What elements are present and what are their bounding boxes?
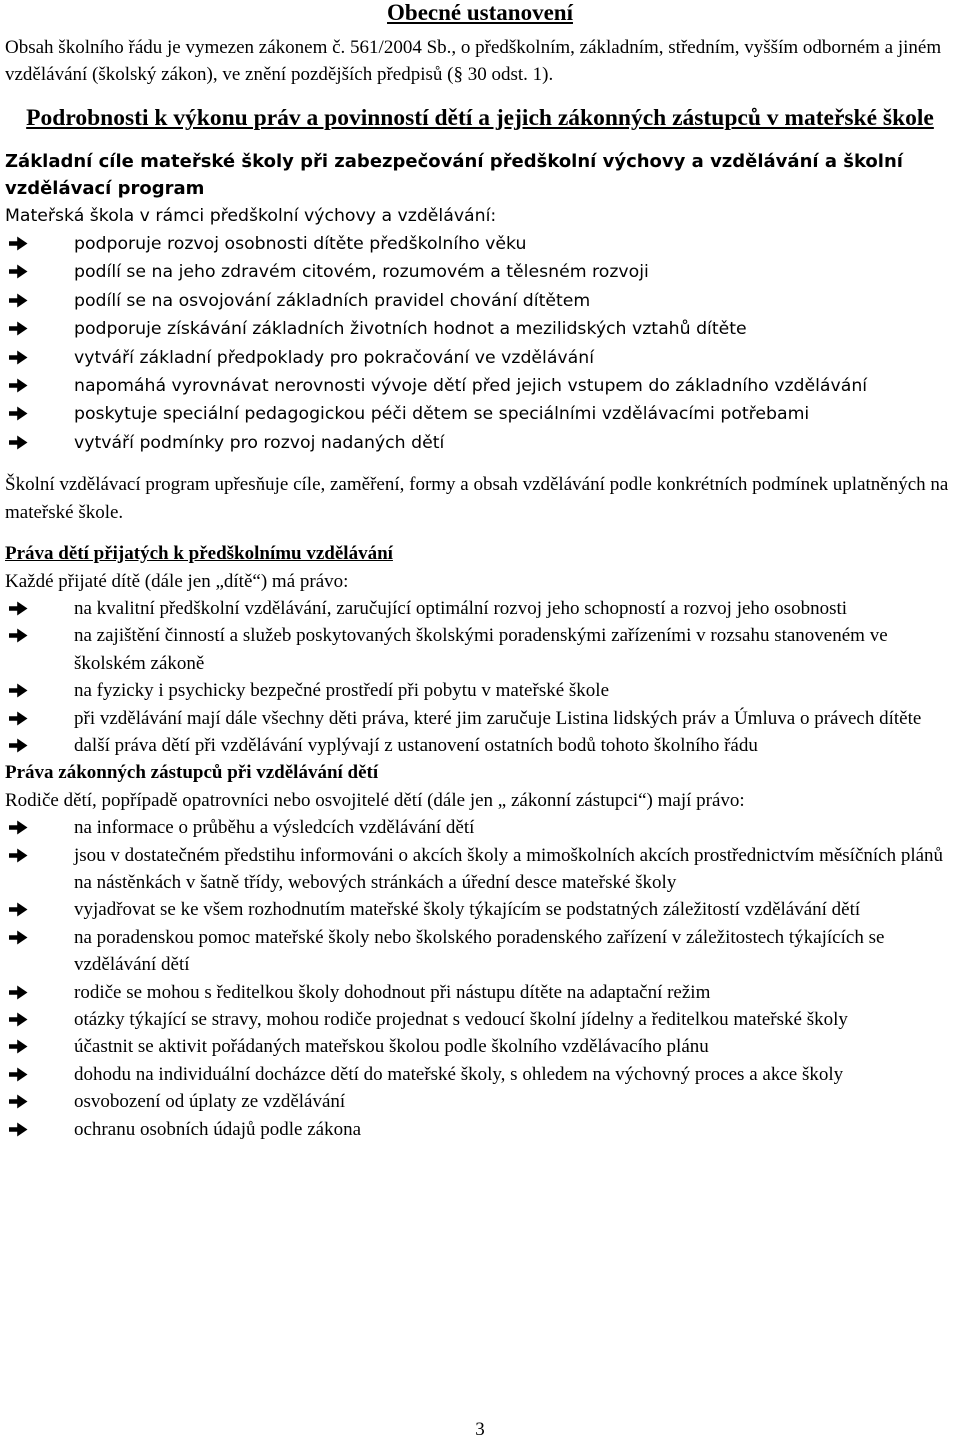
list-item <box>5 258 955 286</box>
list-item-text: osvobození od úplaty ze vzdělávání <box>74 1091 346 1113</box>
arrow-right-icon <box>8 1061 30 1088</box>
list-item-text: vytváří podmínky pro rozvoj nadaných dětí <box>74 432 445 453</box>
arrow-right-icon <box>8 1116 30 1143</box>
list-item <box>5 1061 955 1088</box>
list-item-text: při vzdělávání mají dále všechny děti práva, které jim zaručuje Listina lidských práv a Úmluva o právech dítěte <box>74 707 922 729</box>
list-item <box>5 1116 955 1143</box>
list-item <box>5 344 955 372</box>
goals-lead: Mateřská škola v rámci předškolní výchovy a vzdělávání: <box>5 205 497 226</box>
list-item-text: rodiče se mohou s ředitelkou školy dohodnout při nástupu dítěte na adaptační režim <box>74 981 711 1003</box>
list-item <box>5 287 955 315</box>
goals-list <box>5 230 955 457</box>
list-item <box>5 979 955 1006</box>
list-item-text: na poradenskou pomoc mateřské školy nebo školského poradenského zařízení v záležitostech týkajících se vzdělávání dětí <box>74 926 885 976</box>
arrow-right-icon <box>8 732 30 759</box>
list-item <box>5 372 955 400</box>
arrow-right-icon <box>8 230 30 257</box>
parents-rights-lead: Rodiče dětí, popřípadě opatrovníci nebo osvojitelé dětí (dále jen „ zákonní zástupci“) mají právo: <box>5 789 745 811</box>
list-item <box>5 622 955 677</box>
arrow-right-icon <box>8 814 30 841</box>
arrow-right-icon <box>8 924 30 951</box>
list-item <box>5 896 955 923</box>
list-item <box>5 1006 955 1033</box>
arrow-right-icon <box>8 344 30 371</box>
page-number: 3 <box>475 1419 485 1440</box>
list-item-text: podílí se na osvojování základních pravidel chování dítětem <box>74 290 591 311</box>
list-item-text: na zajištění činností a služeb poskytovaných školskými poradenskými zařízeními v rozsahu stanoveném ve školském zákoně <box>74 625 888 674</box>
list-item <box>5 732 955 759</box>
children-rights-heading: Práva dětí přijatých k předškolnímu vzdělávání <box>5 543 393 565</box>
list-item-text: ochranu osobních údajů podle zákona <box>74 1118 362 1140</box>
arrow-right-icon <box>8 677 30 704</box>
list-item-text: vyjadřovat se ke všem rozhodnutím mateřské školy týkajícím se podstatných záležitostí vzdělávání dětí <box>74 899 861 921</box>
arrow-right-icon <box>8 1006 30 1033</box>
document-page <box>5 0 955 1143</box>
arrow-right-icon <box>8 429 30 456</box>
list-item-text: otázky týkající se stravy, mohou rodiče projednat s vedoucí školní jídelny a ředitelkou mateřské školy <box>74 1009 848 1030</box>
list-item <box>5 1033 955 1060</box>
arrow-right-icon <box>8 595 30 622</box>
list-item-text: vytváří základní předpoklady pro pokračování ve vzdělávání <box>74 347 595 368</box>
arrow-right-icon <box>8 842 30 869</box>
list-item-text: další práva dětí při vzdělávání vyplývají z ustanovení ostatních bodů tohoto školního řádu <box>74 734 758 756</box>
list-item-text: na fyzicky i psychicky bezpečné prostředí při pobytu v mateřské škole <box>74 680 609 702</box>
arrow-right-icon <box>8 315 30 342</box>
list-item-text: poskytuje speciální pedagogickou péči dětem se speciálními vzdělávacími potřebami <box>74 404 810 425</box>
arrow-right-icon <box>8 705 30 732</box>
goals-heading: Základní cíle mateřské školy při zabezpečování předškolní výchovy a vzdělávání a školní vzdělávací program <box>5 150 903 200</box>
arrow-right-icon <box>8 979 30 1006</box>
arrow-right-icon <box>8 258 30 285</box>
list-item-text: jsou v dostatečném předstihu informováni o akcích školy a mimoškolních akcích prostřednictvím měsíčních plánů na nástěnkách v šatně třídy, webových stránkách a úřední desce mateřské školy <box>74 844 944 893</box>
arrow-right-icon <box>8 622 30 649</box>
list-item-text: dohodu na individuální docházce dětí do mateřské školy, s ohledem na výchovný proces a akce školy <box>74 1063 844 1085</box>
arrow-right-icon <box>8 400 30 427</box>
list-item-text: na kvalitní předškolní vzdělávání, zaručující optimální rozvoj jeho schopností a rozvoj jeho osobnosti <box>74 597 848 619</box>
arrow-right-icon <box>8 372 30 399</box>
list-item <box>5 842 955 897</box>
list-item-text: napomáhá vyrovnávat nerovnosti vývoje dětí před jejich vstupem do základního vzdělávání <box>74 376 868 397</box>
list-item-text: účastnit se aktivit pořádaných mateřskou školou podle školního vzdělávacího plánu <box>74 1036 709 1058</box>
parents-rights-list <box>5 814 955 1143</box>
document-title: Obecné ustanovení <box>387 0 573 25</box>
children-rights-list <box>5 595 955 759</box>
list-item <box>5 429 955 457</box>
parents-rights-heading: Práva zákonných zástupců při vzdělávání dětí <box>5 762 379 784</box>
section-title: Podrobnosti k výkonu práv a povinností dětí a jejich zákonných zástupců v mateřské škole <box>26 104 934 131</box>
list-item-text: podporuje získávání základních životních hodnot a mezilidských vztahů dítěte <box>74 319 747 340</box>
list-item-text: na informace o průběhu a výsledcích vzdělávání dětí <box>74 817 475 839</box>
list-item <box>5 1088 955 1115</box>
arrow-right-icon <box>8 1088 30 1115</box>
list-item <box>5 705 955 732</box>
program-paragraph: Školní vzdělávací program upřesňuje cíle, zaměření, formy a obsah vzdělávání podle konkrétních podmínek uplatněných na mateřské škole. <box>5 474 949 523</box>
arrow-right-icon <box>8 287 30 314</box>
list-item <box>5 230 955 258</box>
intro-paragraph: Obsah školního řádu je vymezen zákonem č. 561/2004 Sb., o předškolním, základním, středním, vyšším odborném a jiném vzdělávání (školský zákon), ve znění pozdějších předpisů (§ 30 odst. 1). <box>5 37 942 86</box>
children-rights-lead: Každé přijaté dítě (dále jen „dítě“) má právo: <box>5 570 349 592</box>
list-item-text: podílí se na jeho zdravém citovém, rozumovém a tělesném rozvoji <box>74 262 649 283</box>
arrow-right-icon <box>8 1033 30 1060</box>
list-item-text: podporuje rozvoj osobnosti dítěte předškolního věku <box>74 234 527 255</box>
arrow-right-icon <box>8 896 30 923</box>
list-item <box>5 677 955 704</box>
list-item <box>5 595 955 622</box>
list-item <box>5 315 955 343</box>
list-item <box>5 924 955 979</box>
list-item <box>5 814 955 841</box>
list-item <box>5 400 955 428</box>
